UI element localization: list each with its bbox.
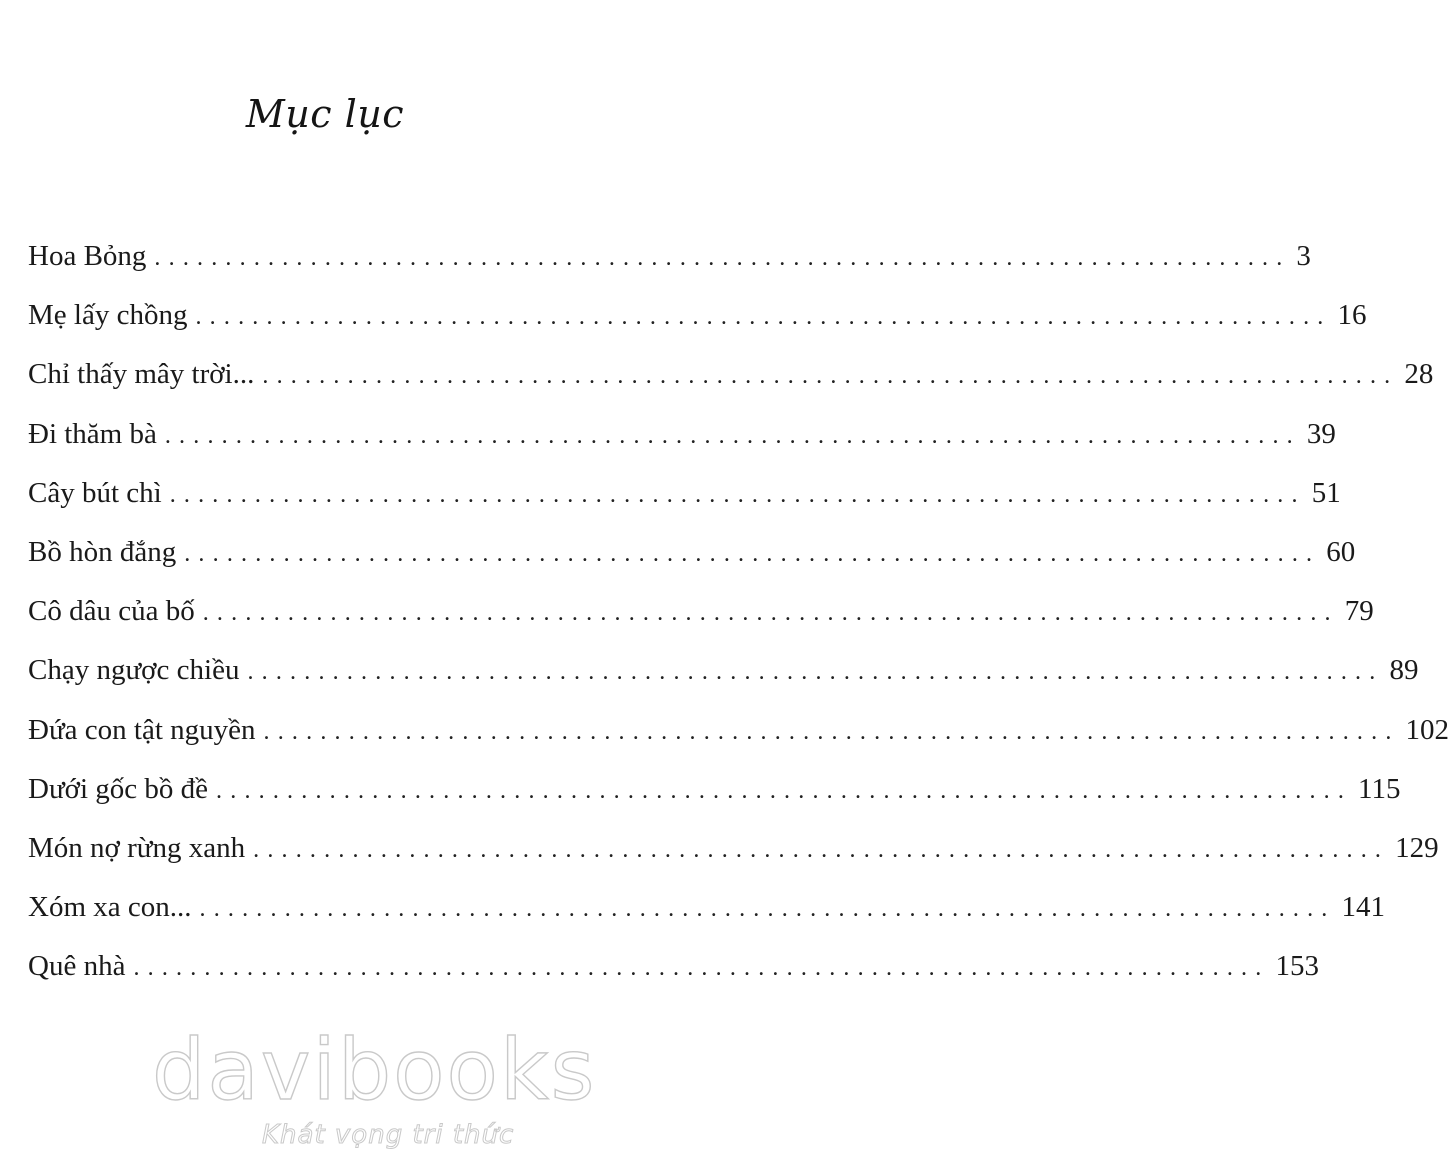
toc-entry-title: Chỉ thấy mây trời... (28, 358, 255, 391)
toc-entry-title: Cô dâu của bố (28, 595, 195, 628)
table-of-contents (28, 240, 1449, 1009)
toc-entry-page: 28 (1404, 358, 1434, 391)
toc-entry-page: 141 (1341, 891, 1385, 924)
dot-leader: ................................................................................ (199, 896, 1336, 923)
toc-entry[interactable] (28, 654, 1419, 713)
toc-entry-page: 51 (1311, 476, 1341, 509)
toc-entry[interactable] (28, 831, 1439, 891)
toc-entry[interactable] (28, 535, 1356, 595)
toc-entry[interactable] (28, 476, 1341, 536)
toc-entry[interactable] (28, 417, 1336, 477)
dot-leader: ................................................................................ (184, 540, 1321, 567)
toc-entry-title: Quê nhà (28, 950, 126, 983)
toc-entry-page: 115 (1358, 772, 1401, 805)
dot-leader: ................................................................................ (133, 955, 1270, 982)
toc-entry-page: 16 (1337, 299, 1367, 332)
toc-entry-title: Xóm xa con... (28, 891, 192, 924)
toc-entry[interactable] (28, 772, 1401, 832)
dot-leader: ................................................................................ (202, 600, 1339, 627)
toc-entry-title: Dưới gốc bồ đề (28, 772, 209, 805)
toc-entry-page: 60 (1326, 535, 1356, 568)
watermark-tagline: Khát vọng tri thức (262, 1120, 515, 1150)
dot-leader: ................................................................................ (216, 777, 1353, 804)
dot-leader: ................................................................................ (169, 481, 1306, 508)
toc-entry-title: Đi thăm bà (28, 417, 157, 450)
toc-entry[interactable] (28, 891, 1385, 950)
toc-entry-title: Món nợ rừng xanh (28, 831, 246, 864)
publisher-watermark (0, 1021, 700, 1159)
page-title: Mục lục (245, 92, 405, 136)
watermark-brand: davibooks (152, 1021, 597, 1119)
toc-entry-page: 89 (1389, 654, 1419, 687)
toc-entry-page: 129 (1395, 831, 1439, 864)
toc-entry[interactable] (28, 713, 1449, 773)
toc-entry-title: Đứa con tật nguyền (28, 713, 256, 746)
toc-entry-page: 79 (1344, 595, 1374, 628)
toc-entry-page: 102 (1405, 713, 1449, 746)
toc-entry[interactable] (28, 950, 1319, 1009)
toc-entry[interactable] (28, 595, 1374, 654)
toc-entry[interactable] (28, 358, 1434, 417)
dot-leader: ................................................................................ (253, 836, 1390, 863)
toc-entry-title: Bồ hòn đắng (28, 535, 177, 568)
toc-entry-page: 3 (1296, 240, 1311, 272)
dot-leader: ................................................................................ (262, 363, 1399, 390)
toc-entry[interactable] (28, 240, 1311, 299)
toc-entry-title: Mẹ lấy chồng (28, 299, 188, 332)
dot-leader: ................................................................................ (164, 422, 1301, 449)
toc-entry-title: Cây bút chì (28, 476, 162, 509)
dot-leader: ................................................................................ (154, 245, 1291, 271)
toc-entry-page: 153 (1275, 950, 1319, 983)
toc-entry-title: Chạy ngược chiều (28, 654, 240, 687)
toc-entry-title: Hoa Bỏng (28, 240, 147, 272)
toc-entry[interactable] (28, 299, 1367, 358)
dot-leader: ................................................................................ (247, 659, 1384, 686)
toc-entry-page: 39 (1306, 417, 1336, 450)
dot-leader: ................................................................................ (263, 718, 1400, 745)
dot-leader: ................................................................................ (195, 304, 1332, 331)
